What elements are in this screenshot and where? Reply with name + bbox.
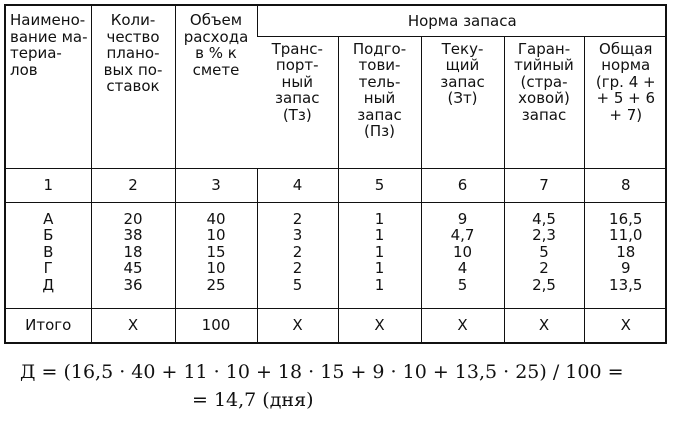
column-number: 4 [257, 168, 338, 202]
material-names: А Б В Г Д [6, 202, 91, 308]
header-deliveries: Коли- чество плано- вых по- ставок [91, 6, 175, 168]
header-stock-norm: Норма запаса [257, 6, 667, 36]
total-cell: Х [91, 308, 175, 342]
column-number: 2 [91, 168, 175, 202]
total-norm-values: 16,5 11,0 18 9 13,5 [584, 202, 667, 308]
header-current-stock: Теку- щий запас (Зт) [421, 36, 504, 168]
total-cell: Х [584, 308, 667, 342]
header-transport-stock: Транс- порт- ный запас (Тз) [257, 36, 338, 168]
header-consumption: Объем расхода в % к смете [175, 6, 257, 168]
norm-table-frame [4, 4, 667, 344]
stock-norm-formula [20, 358, 660, 414]
data-row [6, 202, 667, 308]
header-preparatory-stock: Подго- тови- тель- ный запас (Пз) [338, 36, 421, 168]
total-cell: Х [338, 308, 421, 342]
column-number: 5 [338, 168, 421, 202]
column-number: 8 [584, 168, 667, 202]
delivery-counts: 20 38 18 45 36 [91, 202, 175, 308]
preparatory-stock-values: 1 1 1 1 1 [338, 202, 421, 308]
formula-line-2: = 14,7 (дня) [192, 389, 314, 411]
total-row [6, 308, 667, 342]
column-number: 3 [175, 168, 257, 202]
header-safety-stock: Гаран- тийный (стра- ховой) запас [504, 36, 584, 168]
transport-stock-values: 2 3 2 2 5 [257, 202, 338, 308]
total-cell: 100 [175, 308, 257, 342]
column-number-row [6, 168, 667, 202]
column-number: 1 [6, 168, 91, 202]
total-cell: Х [421, 308, 504, 342]
formula-line-1: Д = (16,5 · 40 + 11 · 10 + 18 · 15 + 9 · 10 + 13,5 · 25) / 100 = [20, 361, 624, 383]
total-cell: Х [257, 308, 338, 342]
column-number: 7 [504, 168, 584, 202]
total-cell: Х [504, 308, 584, 342]
column-number: 6 [421, 168, 504, 202]
current-stock-values: 9 4,7 10 4 5 [421, 202, 504, 308]
total-label: Итого [6, 308, 91, 342]
consumption-percents: 40 10 15 10 25 [175, 202, 257, 308]
stock-norm-table [6, 6, 667, 342]
header-total-norm: Общая норма (гр. 4 + + 5 + 6 + 7) [584, 36, 667, 168]
safety-stock-values: 4,5 2,3 5 2 2,5 [504, 202, 584, 308]
header-materials: Наимено- вание ма- териа- лов [10, 11, 88, 79]
